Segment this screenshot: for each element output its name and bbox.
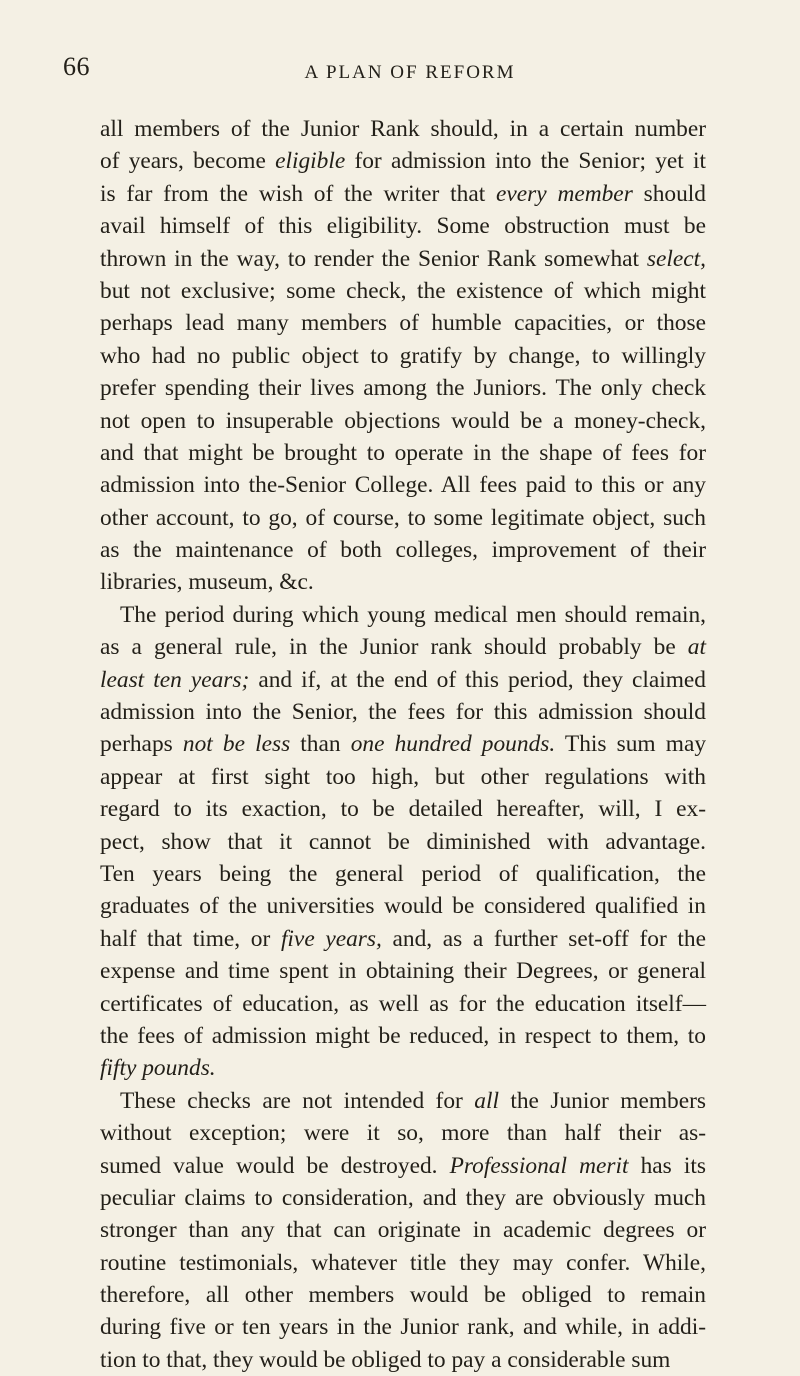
text-run: libraries, museum, &c. (100, 569, 314, 596)
text-line (100, 1214, 706, 1246)
text-line (100, 1247, 706, 1279)
text-line (100, 566, 706, 598)
text-run: all members of the Junior Rank should, in a certain number (100, 116, 706, 142)
text-line (100, 405, 706, 437)
italic-run: five years, (280, 925, 382, 952)
text-run: and if, at the end of this period, they claimed (249, 666, 706, 693)
text-line (100, 858, 706, 890)
text-line (100, 243, 706, 275)
text-line (100, 631, 706, 663)
text-run: This sum may (555, 731, 707, 758)
text-line (100, 372, 706, 404)
text-run: and, as a further set-off for the (381, 925, 706, 952)
text-line (100, 307, 706, 339)
page-number: 66 (63, 52, 90, 81)
italic-run: at (687, 634, 706, 661)
text-run: appear at first sight too high, but other regulations with (100, 763, 706, 790)
text-line (100, 340, 706, 372)
text-run: than (290, 731, 351, 758)
body-text (100, 113, 706, 1376)
text-line (100, 534, 706, 566)
text-run: should (632, 180, 706, 207)
text-run: but not exclusive; some check, the existence of which might (100, 277, 706, 304)
text-run: routine testimonials, whatever title they may confer. While, (100, 1249, 706, 1276)
text-run: expense and time spent in obtaining their Degrees, or general (100, 958, 706, 985)
text-run: tion to that, they would be obliged to pay a considerable sum (100, 1346, 671, 1373)
text-run: during five or ten years in the Junior rank, and while, in addi- (100, 1314, 706, 1341)
text-run: certificates of education, as well as for the education itself— (100, 990, 706, 1017)
text-run: avail himself of this eligibility. Some obstruction must be (100, 213, 706, 240)
text-line (100, 761, 706, 793)
text-run: peculiar claims to consideration, and they are obviously much (100, 1184, 706, 1211)
text-run: who had no public object to gratify by change, to willingly (100, 342, 706, 369)
text-run: The period during which young medical men should remain, (120, 601, 706, 628)
italic-run: eligible (275, 148, 346, 175)
text-run: without exception; were it so, more than half their as- (100, 1120, 706, 1147)
text-run: sumed value would be destroyed. (100, 1152, 450, 1179)
text-run: as the maintenance of both colleges, improvement of their (100, 537, 706, 564)
italic-run: Professional merit (449, 1152, 629, 1179)
text-run: thrown in the way, to render the Senior Rank somewhat (100, 245, 647, 272)
text-line (100, 1052, 706, 1084)
text-line (100, 664, 706, 696)
text-run: as a general rule, in the Junior rank should probably be (100, 634, 688, 661)
text-run: the fees of admission might be reduced, in respect to them, to (100, 1022, 706, 1049)
text-run: of years, become (100, 148, 276, 175)
text-line (100, 1344, 706, 1376)
text-run: admission into the-Senior College. All fees paid to this or any (100, 472, 706, 499)
text-run: These checks are not intended for (120, 1087, 475, 1114)
text-line (100, 1150, 706, 1182)
text-run: perhaps (100, 731, 183, 758)
text-run: half that time, or (100, 925, 281, 952)
text-line (100, 599, 706, 631)
text-line (100, 923, 706, 955)
text-run: therefore, all other members would be obliged to remain (100, 1282, 706, 1309)
text-line (100, 826, 706, 858)
text-run: Ten years being the general period of qualification, the (100, 860, 706, 887)
italic-run: not be less (182, 731, 291, 758)
text-run: perhaps lead many members of humble capacities, or those (100, 310, 706, 337)
text-line (100, 145, 706, 177)
italic-run: select, (646, 245, 706, 272)
text-run: has its (628, 1152, 706, 1179)
text-line (100, 1020, 706, 1052)
text-line (100, 1085, 706, 1117)
text-run: not open to insuperable objections would be a money-check, (100, 407, 706, 434)
text-run: and that might be brought to operate in the shape of fees for (100, 439, 706, 466)
text-line (100, 1279, 706, 1311)
text-line (100, 1182, 706, 1214)
text-line (100, 469, 706, 501)
text-line (100, 275, 706, 307)
text-line (100, 1311, 706, 1343)
text-line (100, 178, 706, 210)
text-line (100, 988, 706, 1020)
text-line (100, 955, 706, 987)
italic-run: fifty pounds. (100, 1055, 216, 1082)
text-run: stronger than any that can originate in academic degrees or (100, 1217, 706, 1244)
text-line (100, 696, 706, 728)
text-run: prefer spending their lives among the Juniors. The only check (100, 375, 706, 402)
italic-run: one hundred pounds. (350, 731, 556, 758)
text-line (100, 890, 706, 922)
text-line (100, 728, 706, 760)
italic-run: least ten years; (100, 666, 250, 693)
text-line (100, 793, 706, 825)
text-run: the Junior members (498, 1087, 706, 1114)
text-line (100, 502, 706, 534)
text-line (100, 1117, 706, 1149)
italic-run: all (474, 1087, 499, 1114)
text-run: is far from the wish of the writer that (100, 180, 497, 207)
text-line (100, 437, 706, 469)
text-run: graduates of the universities would be considered qualified in (100, 893, 706, 920)
text-run: admission into the Senior, the fees for this admission should (100, 699, 706, 726)
text-run: for admission into the Senior; yet it (345, 148, 706, 175)
running-title: A PLAN OF REFORM (304, 62, 516, 83)
text-run: pect, show that it cannot be diminished with advantage. (100, 828, 706, 855)
text-line (100, 113, 706, 145)
italic-run: every member (496, 180, 633, 207)
text-line (100, 210, 706, 242)
text-run: other account, to go, of course, to some legitimate object, such (100, 504, 706, 531)
text-run: regard to its exaction, to be detailed hereafter, will, I ex- (100, 796, 706, 823)
